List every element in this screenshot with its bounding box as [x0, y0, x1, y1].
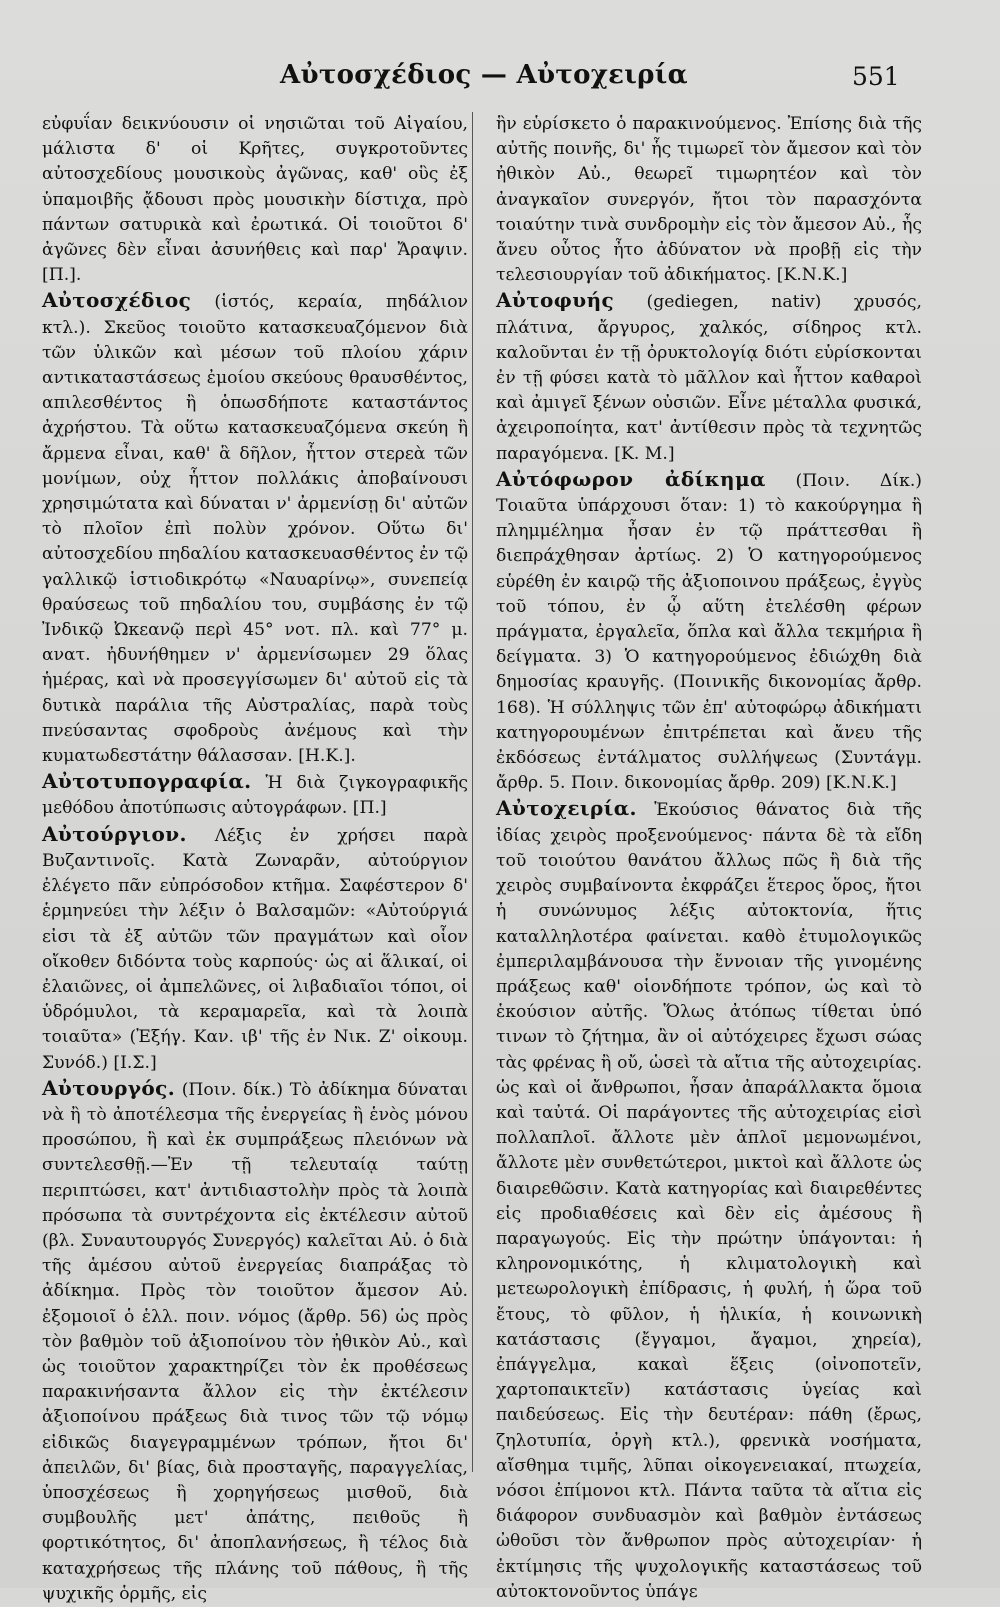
entry [496, 288, 922, 466]
entry-text: εὐφυΐαν δεικνύουσιν οἱ νησιῶται τοῦ Αἰγαίου, μάλιστα δ' οἱ Κρῆτες, συγκροτοῦντες αὐτοσχεδίους μουσικοὺς ἀγῶνας, καθ' οὓς ἐξ ὑπαμοιβῆς ᾄδουσι πρὸς μουσικὴν δίστιχα, πρὸ πάντων σατυρικὰ καὶ ἐρωτικά. Οἱ τοιοῦτοι δ' ἀγῶνες δὲν εἶναι ἀσυνήθεις καὶ παρ' Ἄραψιν. [Π.]. [42, 114, 468, 286]
entry [42, 822, 468, 1076]
entry-text: Λέξις ἐν χρήσει παρὰ Βυζαντινοῖς. Κατὰ Ζωναρᾶν, αὐτούργιον ἐλέγετο πᾶν εὐπρόσοδον κτῆμα. Σαφέστερον δ' ἑρμηνεύει τὴν λέξιν ὁ Βαλσαμῶν: «Αὐτούργιά εἰσι τὰ ἐξ αὐτῶν τῶν πραγμάτων καὶ οἷον οἴκοθεν διδόντα τοὺς καρπούς· ὡς αἱ ἅλικαί, οἱ ἐλαιῶνες, οἱ ἀμπελῶνες, οἱ λιβαδιαῖοι τόποι, οἱ ὑδρόμυλοι, τὰ κεραμαρεῖα, καὶ τὰ λοιπὰ τοιαῦτα» (Ἐξήγ. Καν. ιβ' τῆς ἐν Νικ. Ζ' οἰκουμ. Συνόδ.) [Ι.Σ.] [42, 825, 468, 1073]
entry-headword: Αὐτοσχέδιος [42, 288, 192, 313]
entry-text: Ἑκούσιος θάνατος διὰ τῆς ἰδίας χειρὸς προξενούμενος· πάντα δὲ τὰ εἴδη τοῦ τοιούτου θανάτου ἄλλως πῶς ἢ διὰ τῆς χειρὸς συμβαίνοντα ἐκφράζει ἕτερος ὅρος, ἤτοι ἡ συνώνυμος λέξις αὐτοκτονία, ἥτις καταλληλοτέρα φαίνεται. καθὸ ἐτυμολογικῶς ἐμπεριλαμβάνουσα τὴν ἔννοιαν τῆς γινομένης πράξεως καθ' οἱονδήποτε τρόπον, ὡς καὶ τὸ ἑκούσιον αὐτῆς. Ὅλως ἀτόπως τίθεται ὑπό τινων τὸ ζήτημα, ἂν οἱ αὐτόχειρες ἔχωσι σώας τὰς φρένας ἢ οὔ, ὡσεὶ τὰ αἴτια τῆς αὐτοχειρίας. ὡς καὶ οἱ ἄνθρωποι, ἦσαν ἀπαράλλακτα ὅμοια καὶ ταὐτά. Οἱ παράγοντες τῆς αὐτοχειρίας εἰσὶ πολλαπλοῖ. ἄλλοτε μὲν ἁπλοῖ μεμονωμένοι, ἄλλοτε μὲν συνθετώτεροι, μικτοὶ καὶ ἄλλοτε ὡς διαιρεθῶσιν. Κατὰ κατηγορίας καὶ διαιρεθέντες εἰς προδιαθέσεις καὶ δὲν εἰς ἀμέσους ἢ παραγωγούς. Εἰς τὴν πρώτην ὑπάγονται: ἡ κληρονομικότης, ἡ κλιματολογικὴ καὶ μετεωρολογικὴ ἐπίδρασις, ἡ φυλή, ἡ ὥρα τοῦ ἔτους, τὸ φῦλον, ἡ ἡλικία, ἡ κοινωνικὴ κατάστασις (ἔγγαμοι, ἄγαμοι, χηρεία), ἐπάγγελμα, κακαὶ ἕξεις (οἰνοποτεῖν, χαρτοπαικτεῖν) κατάστασις ὑγείας καὶ παιδεύσεως. Εἰς τὴν δευτέραν: πάθη (ἔρως, ζηλοτυπία, ὀργὴ κτλ.), φρενικὰ νοσήματα, αἴσθημα τιμῆς, λῦπαι οἰκογενειακαί, πτωχεία, νόσοι ἐπίμονοι κτλ. Πάντα ταῦτα τὰ αἴτια εἰς διάφορον συνδυασμὸν καὶ βαθμὸν ἐντάσεως ὠθοῦσι τὸν ἄνθρωπον πρὸς αὐτοχειρίαν· ἡ ἐκτίμησις τῆς ψυχολογικῆς καταστάσεως τοῦ αὐτοκτονοῦντος ὑπάγε [496, 800, 923, 1602]
entry-headword: Αὐτόφωρον ἀδίκημα [496, 466, 766, 491]
right-column [496, 112, 922, 1605]
entry [496, 467, 922, 797]
entry-text: (gediegen, nativ) χρυσός, πλάτινα, ἄργυρος, χαλκός, σίδηρος κτλ. καλοῦνται ἐν τῇ ὀρυκτολογίᾳ διότι εὑρίσκονται ἐν τῇ φύσει κατὰ τὸ μᾶλλον καὶ ἧττον καθαροὶ καὶ ἀμιγεῖ ξένων οὐσιῶν. Εἶνε μέταλλα φυσικά, ἀχειροποίητα, κατ' ἀντίθεσιν πρὸς τὰ τεχνητῶς παραγόμενα. [Κ. Μ.] [496, 292, 922, 464]
entry-text: (ἱστός, κεραία, πηδάλιον κτλ.). Σκεῦος τοιοῦτο κατασκευαζόμενον διὰ τῶν ὑλικῶν καὶ μέσων τοῦ πλοίου χάριν αντικαταστάσεως ἐμοίου σκεύους θραυσθέντος, απιλεσθέντος ἢ ὁπωσδήποτε καταστάντος ἀχρήστου. Τὰ οὕτω κατασκευαζόμενα σκεύη ἢ ἄρμενα εἶναι, καθ' ἃ δῆλον, ἧττον στερεὰ τῶν μονίμων, οὐχ ἧττον πολλάκις ἀποβαίνουσι χρησιμώτατα καὶ δύναται ν' ἀρμενίσῃ δι' αὐτῶν τὸ πλοῖον ἐπὶ πολὺν χρόνον. Οὕτω δι' αὐτοσχεδίου πηδαλίου κατασκευασθέντος ἐν τῷ γαλλικῷ ἱστιοδικρότῳ «Ναυαρίνῳ», συνεπείᾳ θραύσεως τοῦ πηδαλίου του, συμβάσης ἐν τῷ Ἰνδικῷ Ὠκεανῷ περὶ 45° νοτ. πλ. καὶ 77° μ. ανατ. ἠδυνήθημεν ν' ἀρμενίσωμεν 29 ὅλας ἡμέρας, καὶ νὰ προσεγγίσωμεν δι' αὐτοῦ εἰς τὰ δυτικὰ παράλια τῆς Αὐστραλίας, παρὰ τοὺς πνεύσαντας σφοδροὺς ἀνέμους καὶ τὴν κυματωδεστάτην θάλασσαν. [Η.Κ.]. [42, 292, 468, 767]
entry-text: Ἡ διὰ ζιγκογραφικῆς μεθόδου ἀποτύπωσις αὐτογράφων. [Π.] [42, 773, 469, 819]
column-divider [472, 112, 473, 1472]
entry [42, 769, 468, 821]
entry-text: (Ποιν. δίκ.) Τὸ ἀδίκημα δύναται νὰ ἢ τὸ ἀποτέλεσμα τῆς ἐνεργείας ἢ ἑνὸς μόνου προσώπου, ἢ καὶ ἐκ συμπράξεως πλειόνων νὰ συντελεσθῇ.—Ἐν τῇ τελευταίᾳ ταύτῃ περιπτώσει, κατ' ἀντιδιαστολὴν πρὸς τὰ λοιπὰ πρόσωπα τὰ συντρέχοντα εἰς ἐκτέλεσιν αὐτοῦ (βλ. Συναυτουργός Συνεργός) καλεῖται Αὐ. ὁ διὰ τῆς ἁμέσου αὐτοῦ ἐνεργείας διαπράξας τὸ ἀδίκημα. Πρὸς τὸν τοιοῦτον ἄμεσον Αὐ. ἐξομοιοῖ ὁ ἑλλ. ποιν. νόμος (ἄρθρ. 56) ὡς πρὸς τὸν βαθμὸν τοῦ ἀξιοποίνου τὸν ἠθικὸν Αὐ., καὶ ὡς τοιοῦτον χαρακτηρίζει τὸν ἐκ προθέσεως παρακινήσαντα ἄλλον εἰς τὴν ἐκτέλεσιν ἀξιοποίνου πράξεως διὰ τινος τῶν τῷ νόμῳ εἰδικῶς διαγεγραμμένων τρόπων, ἤτοι δι' ἀπειλῶν, δι' βίας, διὰ προσταγῆς, παραγγελίας, ὑποσχέσεως ἢ χορηγήσεως μισθοῦ, διὰ συμβουλῆς μετ' ἀπάτης, πειθοῦς ἢ φορτικότητος, δι' ἀποπλανήσεως, ἢ τέλος διὰ καταχρήσεως τῆς πλάνης τοῦ πάθους, ἢ τῆς ψυχικῆς ὁρμῆς, εἰς [42, 1079, 469, 1604]
running-header [0, 60, 1000, 100]
entry-headword: Αὐτοχειρία. [496, 796, 637, 821]
entry-headword: Αὐτουργός. [42, 1075, 176, 1100]
entry-continuation [496, 112, 922, 288]
entry-text: (Ποιν. Δίκ.) Τοιαῦτα ὑπάρχουσι ὅταν: 1) τὸ κακούργημα ἢ πλημμέλημα ἦσαν ἐν τῷ πράττεσθαι ἢ διεπράχθησαν ἀρτίως. 2) Ὁ κατηγορούμενος εὑρέθη ἐν καιρῷ τῆς ἀξιοποινου πράξεως, ἐγγὺς τοῦ τόπου, ἐν ᾧ αὕτη ἐτελέσθη φέρων πράγματα, ἐργαλεῖα, ὅπλα καὶ ἄλλα τεκμήρια ἢ δείγματα. 3) Ὁ κατηγορούμενος ἐδιώχθη διὰ δημοσίας κραυγῆς. (Ποινικῆς δικονομίας ἄρθρ. 168). Ἡ σύλληψις τῶν ἐπ' αὐτοφώρῳ ἀδικήματι κατηγορουμένων ἐπιτρέπεται καὶ ἄνευ τῆς ἐκδόσεως ἐντάλματος συλλήψεως (Συντάγμ. ἄρθρ. 5. Ποιν. δικονομίας ἄρθρ. 209) [Κ.Ν.Κ.] [496, 470, 922, 794]
page-number: 551 [852, 62, 900, 91]
entry [42, 288, 468, 769]
entry-headword: Αὐτοτυπογραφία. [42, 769, 252, 794]
running-title: Αὐτοσχέδιος — Αὐτοχειρία [280, 60, 688, 90]
entry-text: ἣν εὑρίσκετο ὁ παρακινούμενος. Ἐπίσης διὰ τῆς αὐτῆς ποινῆς, δι' ἧς τιμωρεῖ τὸν ἄμεσον καὶ τὸν ἠθικὸν Αὐ., θεωρεῖ τιμωρητέον καὶ τὸν ἀναγκαῖον συνεργόν, ἤτοι τὸν παρασχόντα τοιαύτην τινὰ συνδρομὴν εἰς τὸν ἄμεσον Αὐ., ἧς ἄνευ οὗτος ἦτο ἀδύνατον νὰ προβῇ εἰς τὴν τελεσιουργίαν τοῦ ἀδικήματος. [Κ.Ν.Κ.] [496, 114, 922, 286]
left-column [42, 112, 468, 1607]
entry-continuation [42, 112, 468, 288]
entry-headword: Αὐτούργιον. [42, 821, 187, 846]
entry [496, 796, 922, 1605]
entry [42, 1076, 468, 1607]
entry-headword: Αὐτοφυής [496, 288, 615, 313]
